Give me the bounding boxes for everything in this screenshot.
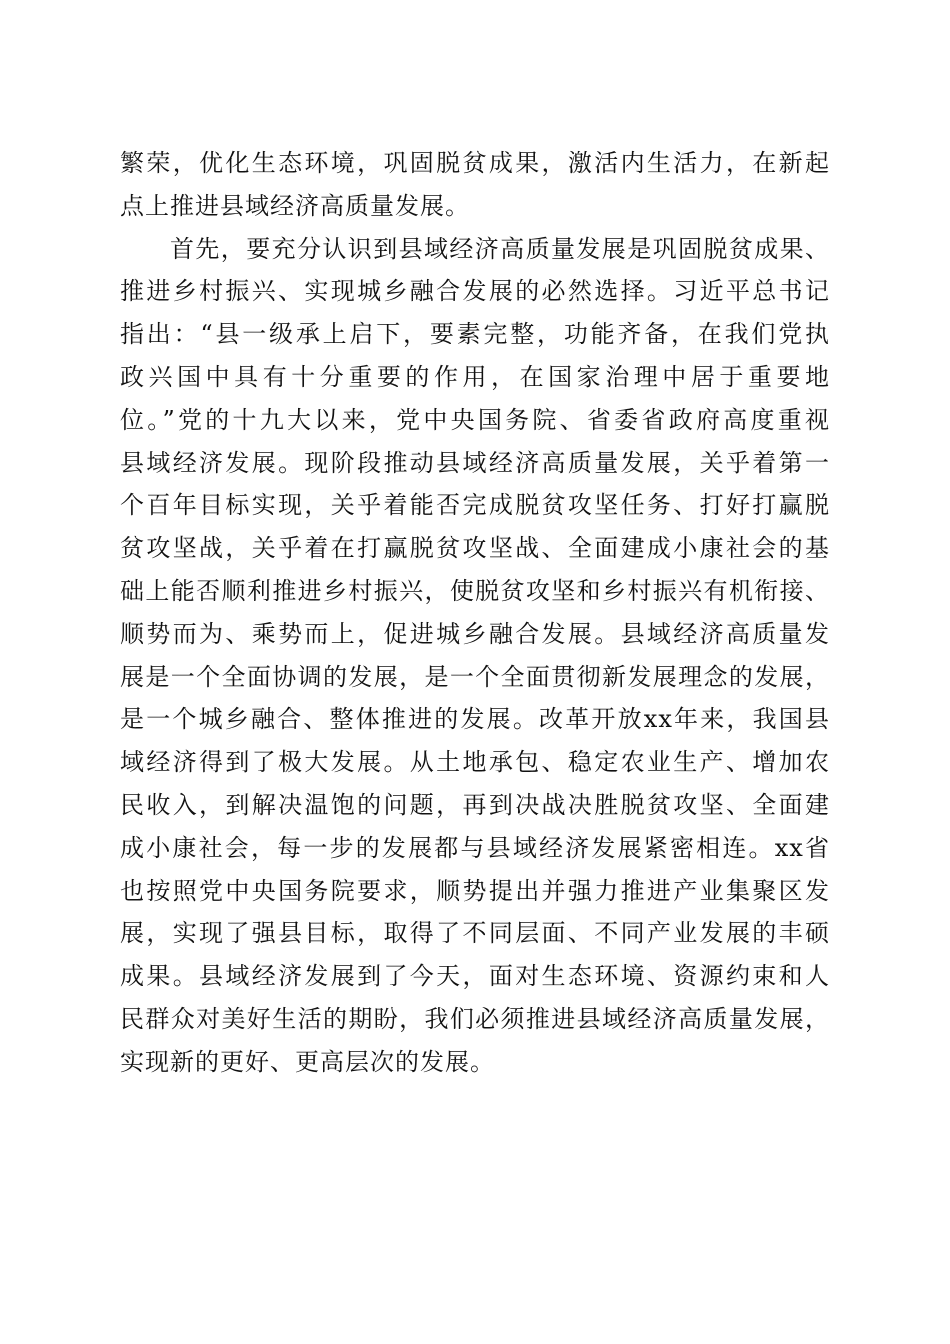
- text-line: 展，实现了强县目标，取得了不同层面、不同产业发展的丰硕: [120, 919, 830, 948]
- text-line: 础上能否顺利推进乡村振兴，使脱贫攻坚和乡村振兴有机衔接、: [120, 576, 830, 605]
- text-line: 顺势而为、乘势而上，促进城乡融合发展。县域经济高质量发: [120, 619, 830, 648]
- text-line: 民群众对美好生活的期盼，我们必须推进县域经济高质量发展，: [120, 1004, 830, 1033]
- text-line: 政兴国中具有十分重要的作用，在国家治理中居于重要地: [120, 362, 830, 391]
- document-page: [120, 142, 830, 1084]
- text-line: 繁荣，优化生态环境，巩固脱贫成果，激活内生活力，在新起: [120, 149, 830, 177]
- text-line: 贫攻坚战，关乎着在打赢脱贫攻坚战、全面建成小康社会的基: [120, 534, 830, 563]
- text-line: 民收入，到解决温饱的问题，再到决战决胜脱贫攻坚、全面建: [120, 790, 830, 819]
- text-line: 展是一个全面协调的发展，是一个全面贯彻新发展理念的发展，: [120, 662, 830, 691]
- paragraph: [120, 228, 830, 1084]
- text-line: 也按照党中央国务院要求，顺势提出并强力推进产业集聚区发: [120, 876, 830, 905]
- text-line: 成果。县域经济发展到了今天，面对生态环境、资源约束和人: [120, 962, 830, 991]
- text-line: 实现新的更好、更高层次的发展。: [120, 1047, 495, 1076]
- text-line: 域经济得到了极大发展。从土地承包、稳定农业生产、增加农: [120, 748, 830, 777]
- text-line: 位。”党的十九大以来，党中央国务院、省委省政府高度重视: [120, 405, 830, 434]
- text-line: 个百年目标实现，关乎着能否完成脱贫攻坚任务、打好打赢脱: [120, 491, 830, 520]
- text-line: 推进乡村振兴、实现城乡融合发展的必然选择。习近平总书记: [120, 277, 830, 306]
- text-line: 点上推进县域经济高质量发展。: [120, 191, 470, 220]
- text-line: 县域经济发展。现阶段推动县域经济高质量发展，关乎着第一: [120, 448, 830, 477]
- text-line: 是一个城乡融合、整体推进的发展。改革开放xx年来，我国县: [120, 705, 830, 734]
- paragraph: [120, 142, 830, 228]
- text-line: 首先，要充分认识到县域经济高质量发展是巩固脱贫成果、: [170, 234, 830, 263]
- text-line: 指出：“县一级承上启下，要素完整，功能齐备，在我们党执: [120, 320, 830, 349]
- text-line: 成小康社会，每一步的发展都与县域经济发展紧密相连。xx省: [120, 833, 830, 862]
